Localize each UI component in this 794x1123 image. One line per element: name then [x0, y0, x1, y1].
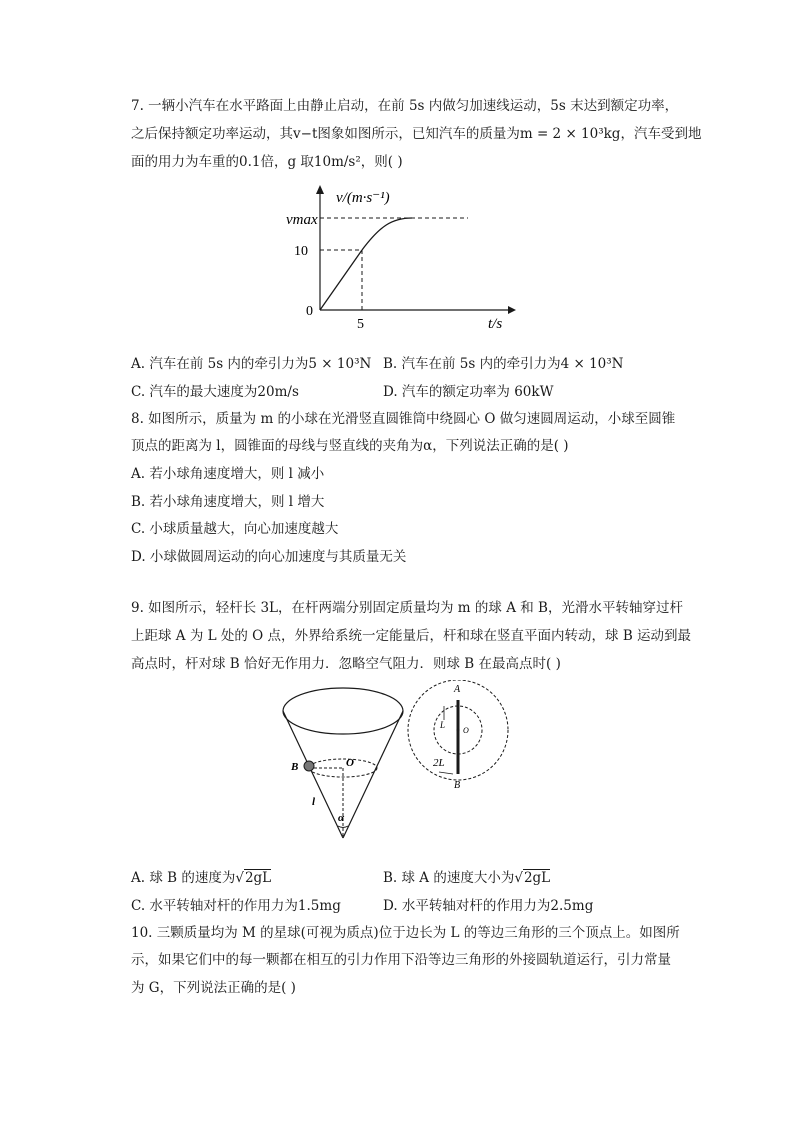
q7-option-c: C. 汽车的最大速度为20m/s [131, 384, 299, 400]
q7-text-line2: 之后保持额定功率运动，其v−t图象如图所示，已知汽车的质量为m = 2 × 10³kg，汽车受到地 [131, 126, 702, 142]
cone-right-side [343, 711, 403, 838]
rod-label-b: B [454, 780, 461, 791]
q9-option-a [131, 869, 271, 887]
sqrt-expression [514, 869, 550, 887]
graph-x-tick-5: 5 [357, 317, 364, 332]
pivot-o [456, 728, 459, 731]
accel-segment [320, 250, 362, 310]
rod-label-l: L [440, 720, 446, 730]
power-curve [362, 218, 412, 250]
sqrt-sign: √ [235, 870, 244, 886]
x-axis-arrow [508, 306, 516, 314]
q9-text-line3: 高点时，杆对球 B 恰好无作用力．忽略空气阻力．则球 B 在最高点时( ) [131, 656, 561, 672]
q8-text-line1: 8. 如图所示，质量为 m 的小球在光滑竖直圆锥筒中绕圆心 O 做匀速圆周运动，小球至圆锥 [131, 411, 676, 427]
rod-figure [407, 680, 517, 795]
q9-option-d: D. 水平转轴对杆的作用力为2.5mg [383, 898, 594, 914]
q7-option-b: B. 汽车在前 5s 内的牵引力为4 × 10³N [383, 356, 624, 372]
sqrt-sign: √ [514, 870, 523, 886]
q7-option-d: D. 汽车的额定功率为 60kW [383, 384, 554, 400]
q8-option-a: A. 若小球角速度增大，则 l 减小 [131, 466, 325, 482]
graph-vmax-label: vmax [286, 212, 318, 228]
rod-label-a: A [454, 684, 461, 695]
cone-label-b: B [291, 761, 299, 773]
q8-text-line2: 顶点的距离为 l，圆锥面的母线与竖直线的夹角为α，下列说法正确的是( ) [131, 438, 569, 454]
graph-xlabel: t/s [488, 316, 503, 332]
q9-option-c: C. 水平转轴对杆的作用力为1.5mg [131, 898, 341, 914]
sqrt-radicand: 2gL [523, 870, 551, 886]
sqrt-expression [235, 869, 271, 887]
q10-text-line2: 示，如果它们中的每一颗都在相互的引力作用下沿等边三角形的外接圆轨道运行，引力常量 [131, 952, 671, 968]
q9-option-a-text: A. 球 B 的速度为 [131, 870, 236, 886]
q10-text-line3: 为 G，下列说法正确的是( ) [131, 980, 296, 996]
cone-label-o: O [346, 757, 354, 769]
q9-text-line1: 9. 如图所示，轻杆长 3L，在杆两端分别固定质量均为 m 的球 A 和 B，光滑水平转轴穿过杆 [131, 600, 683, 616]
q7-text-line1: 7. 一辆小汽车在水平路面上由静止启动，在前 5s 内做匀加速线运动，5s 末达到额定功率， [131, 98, 679, 114]
cone-left-side [283, 711, 343, 838]
graph-y-tick-10: 10 [294, 244, 308, 259]
q8-option-b: B. 若小球角速度增大，则 l 增大 [131, 494, 325, 510]
rod-label-2l: 2L [433, 757, 445, 769]
q8-option-d: D. 小球做圆周运动的向心加速度与其质量无关 [131, 549, 407, 565]
cone-label-l: l [312, 796, 316, 808]
q9-option-b-text: B. 球 A 的速度大小为 [383, 870, 515, 886]
q8-option-c: C. 小球质量越大，向心加速度越大 [131, 521, 339, 537]
vt-graph [280, 180, 520, 340]
q7-text-line3: 面的用力为车重的0.1倍，g 取10m/s²，则( ) [131, 154, 403, 170]
cone-top-rim [283, 688, 403, 734]
rod-label-o: O [463, 726, 469, 735]
sqrt-radicand: 2gL [244, 870, 272, 886]
q9-text-line2: 上距球 A 为 L 处的 O 点，外界给系统一定能量后，杆和球在竖直平面内转动，球 B 运动到最 [131, 628, 692, 644]
graph-ylabel: v/(m·s⁻¹) [336, 190, 390, 206]
angle-arc [338, 826, 348, 828]
cone-figure [278, 683, 408, 843]
q10-text-line1: 10. 三颗质量均为 M 的星球(可视为质点)位于边长为 L 的等边三角形的三个顶点上。如图所 [131, 925, 680, 941]
q7-option-a: A. 汽车在前 5s 内的牵引力为5 × 10³N [131, 356, 372, 372]
dim-2l-arrow [439, 772, 453, 774]
y-axis-arrow [316, 185, 324, 194]
ball-b [304, 761, 314, 771]
q9-option-b [383, 869, 550, 887]
cone-label-alpha: α [338, 812, 345, 824]
graph-origin: 0 [306, 304, 313, 319]
